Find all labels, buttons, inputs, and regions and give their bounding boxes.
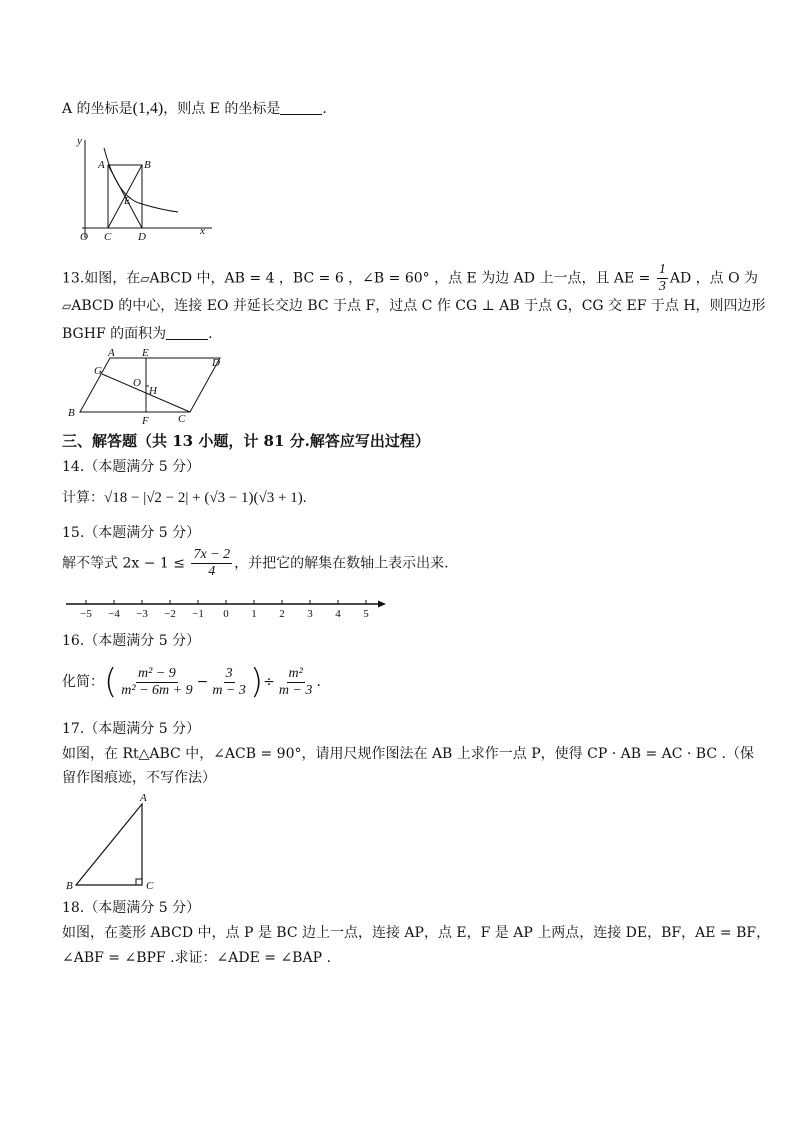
q13-line3: [62, 324, 213, 344]
q12-text-mid: ，则点 E 的坐标是: [163, 101, 281, 117]
label-b: B: [66, 880, 73, 892]
q13-frac-den: 3: [658, 279, 666, 294]
q16-period: .: [316, 674, 321, 690]
label-d: D: [212, 357, 220, 369]
q18-header: 18.（本题满分 5 分）: [62, 900, 201, 916]
number-line-tick-label: 0: [223, 608, 229, 620]
label-g: G: [94, 365, 102, 377]
label-c: C: [146, 880, 154, 892]
q13-number: 13.如图，在: [62, 270, 141, 287]
q14-expression: √18 − |√2 − 2| + (√3 − 1)(√3 + 1).: [104, 490, 307, 506]
label-a: A: [108, 347, 115, 359]
number-line-tick-label: 2: [279, 608, 285, 620]
label-a: A: [140, 792, 147, 804]
q13-answer-blank: [166, 325, 208, 340]
hyperbola-curve: [104, 148, 178, 212]
label-o: O: [133, 377, 141, 389]
q16-fraction-1: [119, 666, 194, 699]
q17-line1: 如图，在 Rt△ABC 中，∠ACB = 90°，请用尺规作图法在 AB 上求作一点 P，使得 CP · AB = AC · BC .（保: [62, 746, 754, 762]
q14-header: 14.（本题满分 5 分）: [62, 459, 201, 475]
parallelogram-icon: ▱: [140, 271, 150, 286]
section-3-title: 三、解答题（共 13 小题，计 81 分.解答应写出过程）: [62, 432, 430, 450]
q13-text3: BGHF 的面积为: [62, 326, 167, 342]
label-h: H: [149, 385, 157, 397]
label-d: D: [138, 231, 146, 243]
number-line: [62, 594, 392, 620]
number-line-ticks: [80, 600, 369, 620]
q16-f1-num: m² − 9: [138, 665, 176, 681]
q12-answer-blank: [280, 100, 322, 115]
number-line-arrow-icon: [378, 601, 386, 608]
q16-fraction-3: [277, 666, 315, 699]
q18-line1: 如图，在菱形 ABCD 中，点 P 是 BC 边上一点，连接 AP，点 E，F 是 AP 上两点，连接 DE，BF，AE = BF，: [62, 925, 771, 941]
q16-fraction-2: [210, 666, 248, 699]
q13-line1: [62, 262, 758, 295]
q17-header: 17.（本题满分 5 分）: [62, 721, 201, 737]
q16-minus: −: [196, 674, 209, 690]
q13-line2: [62, 296, 766, 316]
q13-figure: [62, 344, 232, 426]
triangle-abc: [76, 804, 142, 885]
q13-frac-num: 1: [658, 262, 666, 277]
label-x: x: [200, 225, 205, 237]
q13-fraction: [657, 262, 668, 295]
q15-fraction: [191, 547, 232, 580]
q16-f3-den: m − 3: [278, 682, 313, 698]
right-angle-mark: [136, 879, 142, 885]
q12-text-pre: A 的坐标是: [62, 101, 133, 117]
parallelogram-icon: ▱: [62, 299, 72, 313]
number-line-tick-label: 1: [251, 608, 257, 620]
number-line-tick-label: 3: [307, 608, 313, 620]
q13-text1: ABCD 中，AB = 4 ，BC = 6 ，∠B = 60° ，点 E 为边 AD 上一点，且 AE =: [149, 270, 651, 287]
q16-header: 16.（本题满分 5 分）: [62, 633, 201, 649]
label-a: A: [98, 159, 105, 171]
q18-line2: ∠ABF = ∠BPF .求证：∠ADE = ∠BAP .: [62, 950, 331, 966]
q15-frac-den: 4: [208, 564, 216, 579]
right-paren: ): [249, 662, 264, 702]
q13-text2: ABCD 的中心，连接 EO 并延长交边 BC 于点 F，过点 C 作 CG ⊥ AB 于点 G，CG 交 EF 于点 H，则四边形: [71, 298, 766, 314]
label-c: C: [178, 413, 186, 425]
left-paren: (: [104, 662, 118, 702]
label-c: C: [104, 231, 112, 243]
label-f: F: [142, 415, 149, 426]
number-line-tick-label: 4: [335, 608, 341, 620]
number-line-tick-label: −1: [192, 608, 204, 620]
label-y: y: [77, 135, 82, 147]
q12-period: .: [322, 101, 327, 117]
q17-line2: 留作图痕迹，不写作法）: [62, 770, 216, 786]
label-b: B: [68, 407, 75, 419]
number-line-tick-label: 5: [363, 608, 369, 620]
number-line-tick-label: −3: [136, 608, 148, 620]
q12-coordinate: (1,4): [132, 100, 164, 117]
q16-f3-num: m²: [288, 665, 303, 681]
q16-f2-num: 3: [225, 665, 233, 681]
q16-label: 化简：: [62, 674, 104, 690]
label-o: O: [80, 231, 88, 243]
number-line-tick-label: −4: [108, 608, 120, 620]
q17-figure: [62, 790, 172, 894]
q12-figure: [62, 128, 222, 246]
q15-text-post: ，并把它的解集在数轴上表示出来.: [234, 555, 449, 572]
q16-f1-den: m² − 6m + 9: [121, 682, 193, 698]
q16-f2-den: m − 3: [212, 682, 246, 698]
label-b: B: [144, 159, 151, 171]
q12-tail-line: [62, 99, 327, 119]
q13-period: .: [208, 326, 213, 342]
label-e: E: [124, 195, 131, 207]
label-e: E: [142, 347, 149, 359]
q15-frac-num: 7x − 2: [193, 547, 231, 562]
q15-text-pre: 解不等式 2x − 1 ≤: [62, 555, 185, 572]
q15-body: [62, 547, 449, 580]
q13-text1-end: AD ，点 O 为: [669, 270, 759, 287]
q14-label: 计算：: [62, 490, 104, 506]
number-line-tick-label: −5: [80, 608, 92, 620]
q16-divide: ÷: [263, 674, 275, 690]
q14-body: [62, 488, 306, 508]
q15-header: 15.（本题满分 5 分）: [62, 525, 201, 541]
q16-body: [62, 660, 321, 704]
number-line-tick-label: −2: [164, 608, 176, 620]
